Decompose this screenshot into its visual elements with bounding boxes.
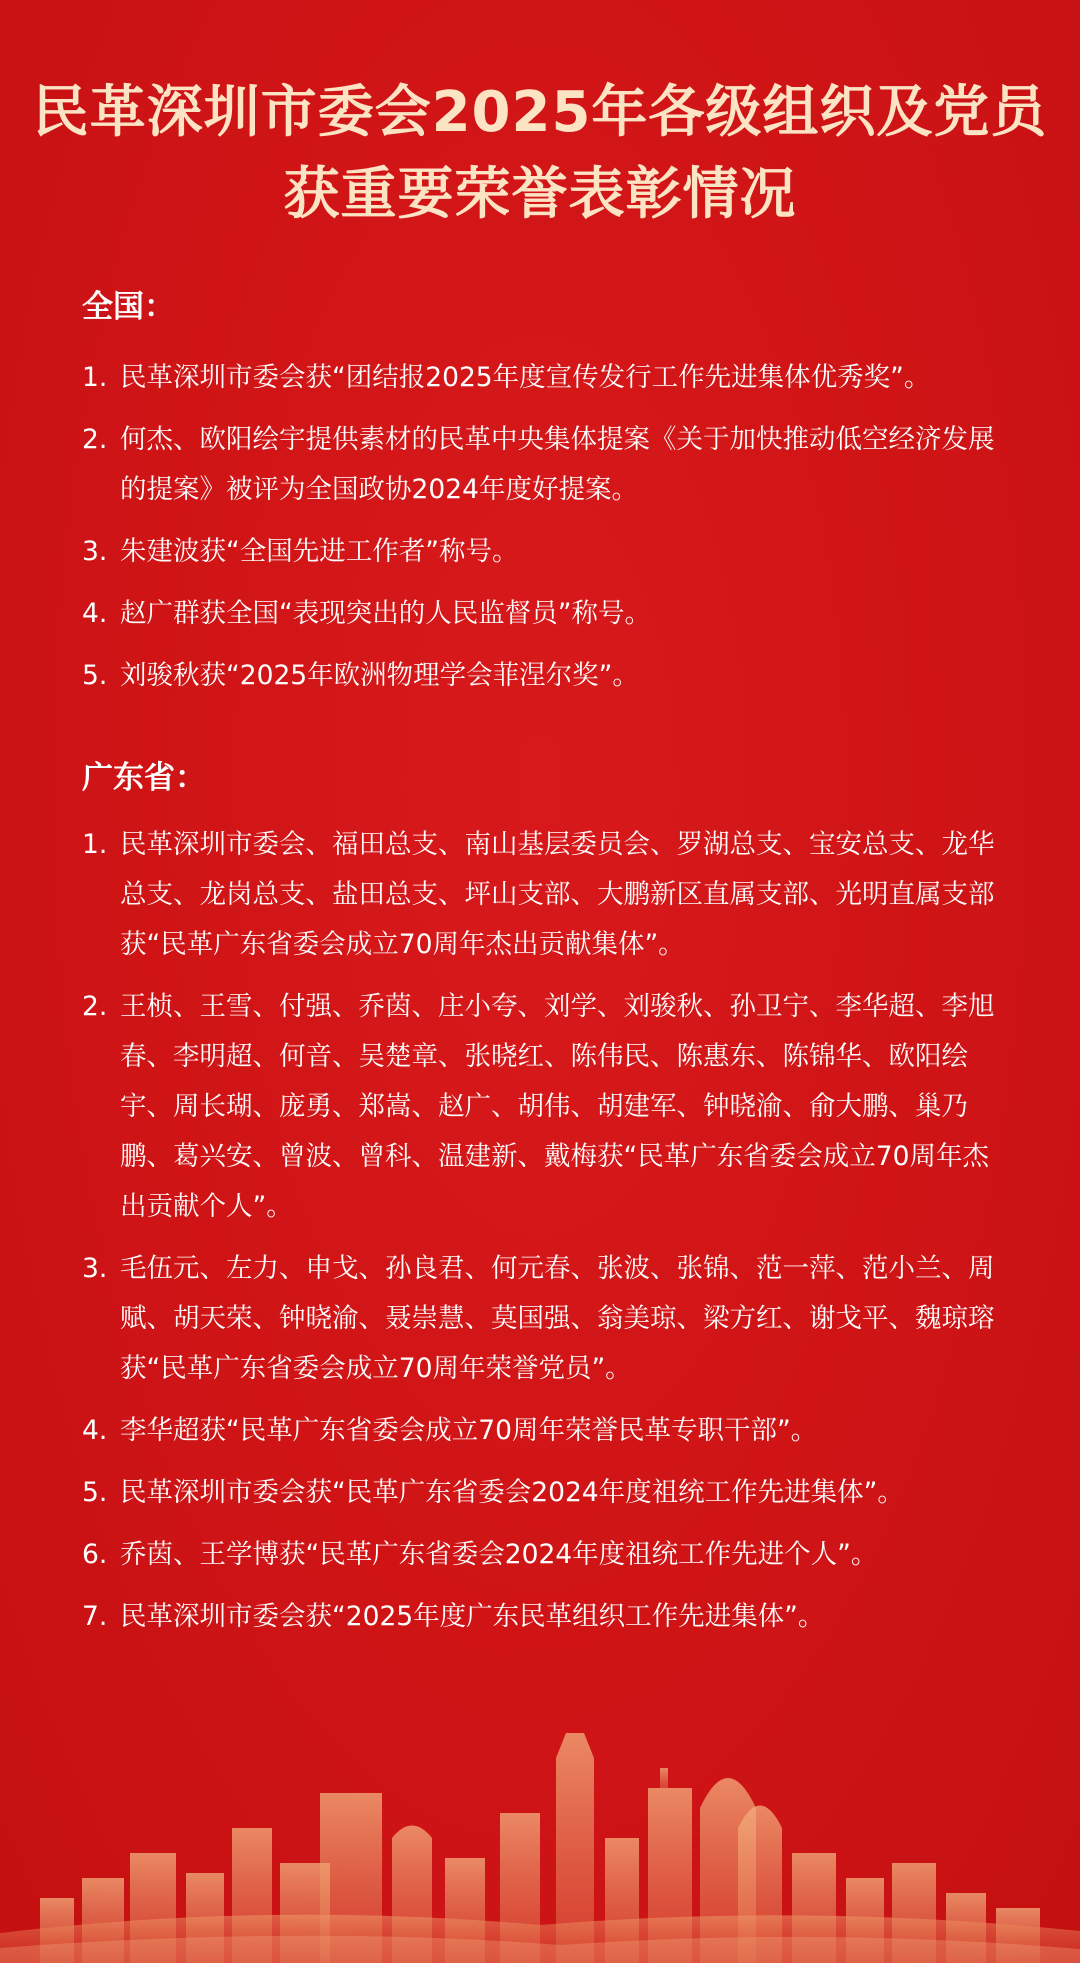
item-number: 2. — [82, 424, 108, 455]
page-title — [0, 72, 1080, 236]
list-item — [82, 1530, 1002, 1580]
item-text: 毛伍元、左力、申戈、孙良君、何元春、张波、张锦、范一萍、范小兰、周赋、胡天荣、钟晓渝、聂崇慧、莫国强、翁美琼、梁方红、谢戈平、魏琼瑢获“民革广东省委会成立70周年荣誉党员”。 — [120, 1253, 995, 1384]
city-skyline-icon — [0, 1663, 1080, 1963]
national-honors-list — [82, 353, 1002, 713]
section-heading-guangdong: 广东省： — [82, 760, 206, 796]
item-number: 4. — [82, 598, 108, 629]
item-text: 民革深圳市委会获“2025年度广东民革组织工作先进集体”。 — [120, 1601, 825, 1632]
item-number: 7. — [82, 1601, 108, 1632]
list-item — [82, 415, 1002, 515]
item-text: 李华超获“民革广东省委会成立70周年荣誉民革专职干部”。 — [120, 1415, 818, 1446]
section-heading-national: 全国： — [82, 289, 175, 325]
list-item — [82, 353, 1002, 403]
list-item — [82, 1592, 1002, 1642]
guangdong-honors-list — [82, 820, 1002, 1654]
item-number: 3. — [82, 1253, 108, 1284]
list-item — [82, 1468, 1002, 1518]
list-item — [82, 651, 1002, 701]
title-line-1: 民革深圳市委会2025年各级组织及党员 — [32, 80, 1048, 145]
title-line-2: 获重要荣誉表彰情况 — [283, 162, 797, 227]
item-text: 王桢、王雪、付强、乔茵、庄小夸、刘学、刘骏秋、孙卫宁、李华超、李旭春、李明超、何音、吴楚章、张晓红、陈伟民、陈惠东、陈锦华、欧阳绘宇、周长瑚、庞勇、郑嵩、赵广、胡伟、胡建军、钟晓渝、俞大鹏、巢乃鹏、葛兴安、曾波、曾科、温建新、戴梅获“民革广东省委会成立70周年杰出贡献个人”。 — [120, 991, 995, 1222]
item-text: 刘骏秋获“2025年欧洲物理学会菲涅尔奖”。 — [120, 660, 639, 691]
item-text: 民革深圳市委会获“民革广东省委会2024年度祖统工作先进集体”。 — [120, 1477, 904, 1508]
list-item — [82, 1406, 1002, 1456]
item-number: 6. — [82, 1539, 108, 1570]
item-number: 3. — [82, 536, 108, 567]
item-text: 朱建波获“全国先进工作者”称号。 — [120, 536, 519, 567]
item-number: 1. — [82, 362, 108, 393]
item-number: 5. — [82, 1477, 108, 1508]
item-text: 何杰、欧阳绘宇提供素材的民革中央集体提案《关于加快推动低空经济发展的提案》被评为全国政协2024年度好提案。 — [120, 424, 995, 505]
list-item — [82, 982, 1002, 1232]
item-text: 民革深圳市委会获“团结报2025年度宣传发行工作先进集体优秀奖”。 — [120, 362, 931, 393]
item-number: 4. — [82, 1415, 108, 1446]
item-text: 民革深圳市委会、福田总支、南山基层委员会、罗湖总支、宝安总支、龙华总支、龙岗总支、盐田总支、坪山支部、大鹏新区直属支部、光明直属支部获“民革广东省委会成立70周年杰出贡献集体”。 — [120, 829, 995, 960]
list-item — [82, 589, 1002, 639]
item-number: 5. — [82, 660, 108, 691]
list-item — [82, 1244, 1002, 1394]
list-item — [82, 527, 1002, 577]
list-item — [82, 820, 1002, 970]
item-text: 乔茵、王学博获“民革广东省委会2024年度祖统工作先进个人”。 — [120, 1539, 878, 1570]
item-number: 1. — [82, 829, 108, 860]
item-number: 2. — [82, 991, 108, 1022]
item-text: 赵广群获全国“表现突出的人民监督员”称号。 — [120, 598, 651, 629]
